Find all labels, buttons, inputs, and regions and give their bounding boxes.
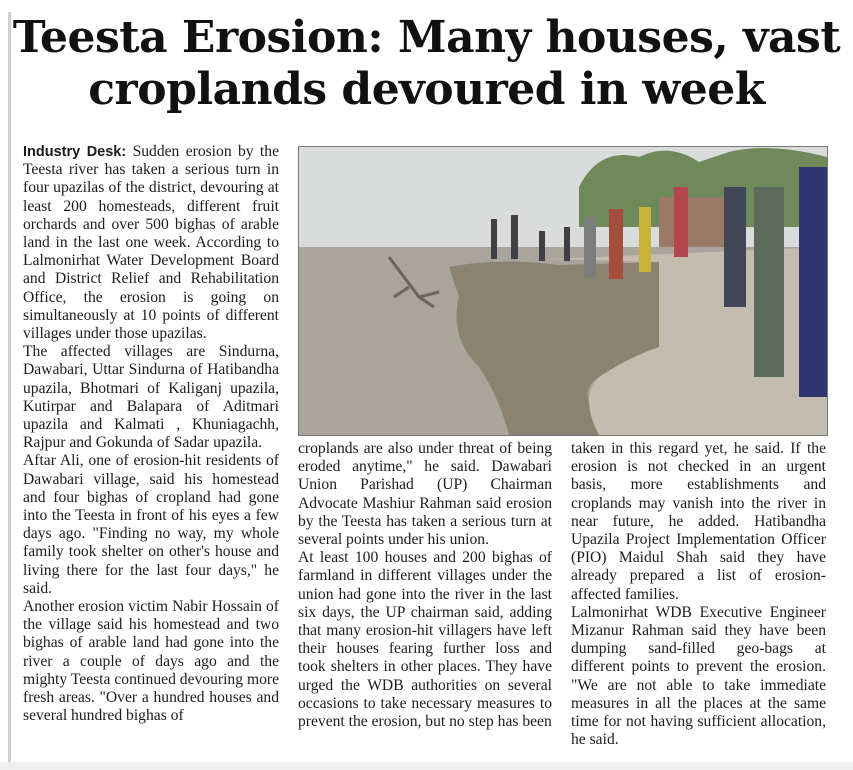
- paragraph-text: Sudden erosion by the Teesta river has taken a serious turn in four upazilas of the district, devouring at least 200 homesteads, different fruit orchards and over 500 bighas of arable land in the last one week. According to Lalmonirhat Water Development Board and District Relief and Rehabilitation Office, the erosion is going on simultaneously at 10 points of different villages under those upazilas.: [23, 143, 279, 343]
- paragraph: taken in this regard yet, he said. If the erosion is not checked in an urgent basis, more establishments and croplands may vanish into the river in near future, he added. Hatibandha Upazila Project Implementation Officer (PIO) Maidul Shah said they have already prepared a list of erosion-affected families.: [571, 440, 826, 603]
- paragraph: At least 100 houses and 200 bighas of farmland in different villages under the union had gone into the river in the last six days, the UP chairman said, adding that many erosion-hit villagers have left their houses fearing further loss and took shelters in other places. They have urged the WDB authorities on several occasions to take necessary measures to prevent the erosion, but no step has been: [298, 549, 552, 731]
- article-column-1: [23, 143, 279, 726]
- headline-line-1: Teesta Erosion: Many houses, vast: [12, 12, 841, 63]
- headline-line-2: croplands devoured in week: [88, 64, 765, 115]
- paragraph: Lalmonirhat WDB Executive Engineer Mizanur Rahman said they have been dumping sand-filled geo-bags at different points to prevent the erosion. "We are not able to take immediate measures in all the places at the same time for not having sufficient allocation, he said.: [571, 603, 826, 749]
- headline: [0, 12, 853, 116]
- bottom-margin: [0, 762, 853, 770]
- paragraph: croplands are also under threat of being eroded anytime," he said. Dawabari Union Parishad (UP) Chairman Advocate Mashiur Rahman said erosion by the Teesta has taken a serious turn at several points under his union.: [298, 440, 552, 549]
- article-column-3: [571, 440, 826, 749]
- byline: Industry Desk:: [23, 144, 127, 160]
- riverbank-erosion-photo: [299, 147, 827, 435]
- paragraph: Another erosion victim Nabir Hossain of the village said his homestead and two bighas of arable land had gone into the river a couple of days ago and the mighty Teesta continued devouring more fresh areas. "Over a hundred houses and several hundred bighas of: [23, 598, 279, 725]
- paragraph: The affected villages are Sindurna, Dawabari, Uttar Sindurna of Hatibandha upazila, Bhotmari of Kaliganj upazila, Kutirpar and Balapara of Aditmari upazila and Kalmati , Khuniagachh, Rajpur and Gokunda of Sadar upazila.: [23, 343, 279, 452]
- article-column-2: [298, 440, 552, 731]
- paragraph: [23, 143, 279, 343]
- photo-building: [659, 197, 729, 247]
- paragraph: Aftar Ali, one of erosion-hit residents of Dawabari village, said his homestead and four bighas of cropland had gone into the Teesta in front of his eyes a few days ago. "Finding no way, my whole family took shelter on other's house and living there for the last four days," he said.: [23, 452, 279, 597]
- news-photo: [298, 146, 828, 436]
